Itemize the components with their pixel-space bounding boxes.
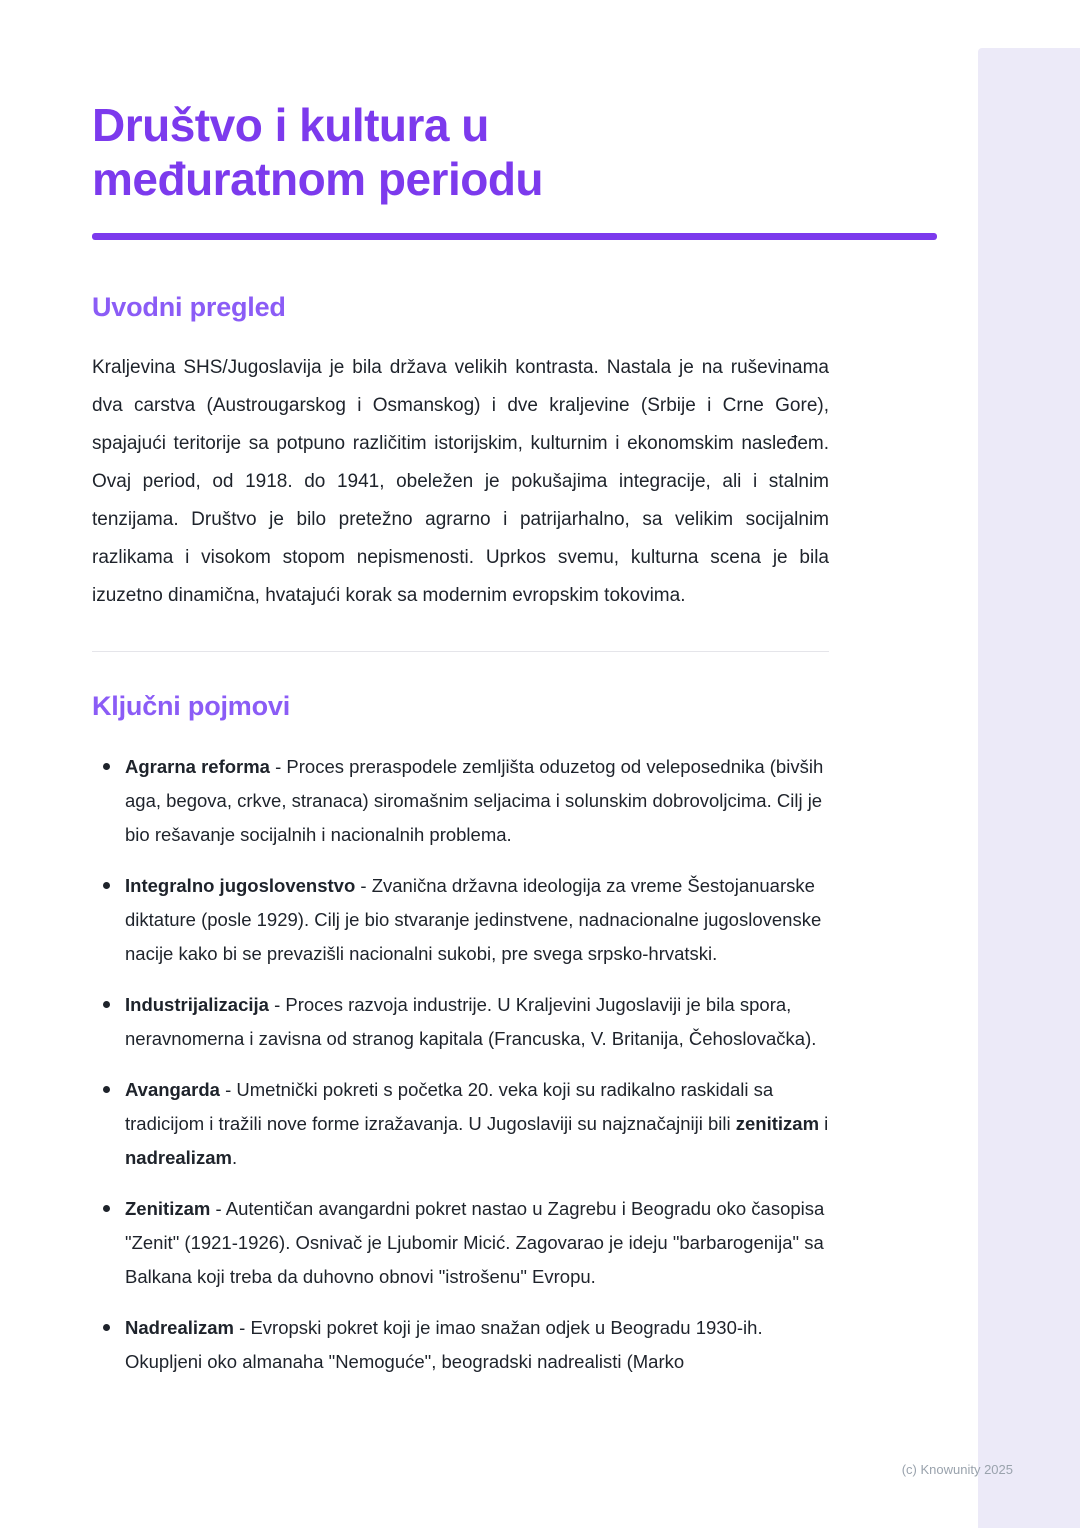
key-term-name: Industrijalizacija	[125, 993, 269, 1015]
key-term-item: Integralno jugoslovenstvo - Zvanična državna ideologija za vreme Šestojanuarske diktature (posle 1929). Cilj je bio stvaranje jedinstvene, nadnacionalne jugoslovenske nacije kako bi se prevazišli nacionalni sukobi, pre svega srpsko-hrvatski.	[92, 869, 834, 971]
key-term-name: Nadrealizam	[125, 1316, 234, 1338]
key-term-item: Industrijalizacija - Proces razvoja industrije. U Kraljevini Jugoslaviji je bila spora, neravnomerna i zavisna od stranog kapitala (Francuska, V. Britanija, Čehoslovačka).	[92, 988, 834, 1056]
key-term-description: Autentičan avangardni pokret nastao u Zagrebu i Beogradu oko časopisa "Zenit" (1921-1926). Osnivač je Ljubomir Micić. Zagovarao je ideju "barbarogenija" sa Balkana koji treba da duhovno obnovi "istrošenu" Evropu.	[125, 1197, 825, 1287]
key-term-item: Avangarda - Umetnički pokreti s početka 20. veka koji su radikalno raskidali sa tradicijom i tražili nove forme izražavanja. U Jugoslaviji su najznačajniji bili zenitizam i nadrealizam.	[92, 1073, 834, 1175]
key-terms-list	[92, 750, 834, 1379]
key-term-description: Umetnički pokreti s početka 20. veka koji su radikalno raskidali sa tradicijom i tražili nove forme izražavanja. U Jugoslaviji su najznačajniji bili	[125, 1078, 774, 1134]
key-term-name: Integralno jugoslovenstvo	[125, 874, 356, 896]
key-term-item: Zenitizam - Autentičan avangardni pokret nastao u Zagrebu i Beogradu oko časopisa "Zenit" (1921-1926). Osnivač je Ljubomir Micić. Zagovarao je ideju "barbarogenija" sa Balkana koji treba da duhovno obnovi "istrošenu" Evropu.	[92, 1192, 834, 1294]
section-heading-intro: Uvodni pregled	[92, 291, 286, 322]
key-term-description: Proces razvoja industrije. U Kraljevini Jugoslaviji je bila spora, neravnomerna i zavisna od stranog kapitala (Francuska, V. Britanija, Čehoslovačka).	[125, 993, 817, 1049]
key-term-name: Avangarda	[125, 1078, 220, 1100]
key-term-name: Zenitizam	[125, 1197, 211, 1219]
watermark: (c) Knowunity 2025	[901, 1462, 1013, 1477]
key-term-inline-bold: nadrealizam	[125, 1146, 232, 1168]
document-content	[92, 0, 937, 1396]
key-term-description: .	[231, 1146, 238, 1168]
title-divider	[92, 233, 937, 240]
side-strip	[978, 48, 1080, 1528]
key-term-item: Agrarna reforma - Proces preraspodele zemljišta oduzetog od veleposednika (bivših aga, begova, crkve, stranaca) siromašnim seljacima i solunskim dobrovoljcima. Cilj je bio rešavanje socijalnih i nacionalnih problema.	[92, 750, 834, 852]
key-term-description: Proces preraspodele zemljišta oduzetog od veleposednika (bivših aga, begova, crkve, stranaca) siromašnim seljacima i solunskim dobrovoljcima. Cilj je bio rešavanje socijalnih i nacionalnih problema.	[125, 755, 824, 845]
key-term-name: Agrarna reforma	[125, 755, 270, 777]
key-term-inline-bold: zenitizam	[735, 1112, 820, 1134]
section-heading-key-terms: Ključni pojmovi	[92, 690, 291, 721]
intro-paragraph: Kraljevina SHS/Jugoslavija je bila država velikih kontrasta. Nastala je na ruševinama dva carstva (Austrougarskog i Osmanskog) i dve kraljevine (Srbije i Crne Gore), spajajući teritorije sa potpuno različitim istorijskim, kulturnim i ekonomskim nasleđem. Ovaj period, od 1918. do 1941, obeležen je pokušajima integracije, ali i stalnim tenzijama. Društvo je bilo pretežno agrarno i patrijarhalno, sa velikim socijalnim razlikama i visokom stopom nepismenosti. Uprkos svemu, kulturna scena je bila izuzetno dinamična, hvatajući korak sa modernim evropskim tokovima.	[92, 356, 829, 606]
key-term-description: Zvanična državna ideologija za vreme Šestojanuarske diktature (posle 1929). Cilj je bio stvaranje jedinstvene, nadnacionalne jugoslovenske nacije kako bi se prevazišli nacionalni sukobi, pre svega srpsko-hrvatski.	[125, 874, 822, 964]
key-term-item: Nadrealizam - Evropski pokret koji je imao snažan odjek u Beogradu 1930-ih. Okupljeni oko almanaha "Nemoguće", beogradski nadrealisti (Marko	[92, 1311, 834, 1379]
section-divider	[92, 651, 829, 652]
key-term-description: i	[819, 1112, 829, 1134]
key-term-description: Evropski pokret koji je imao snažan odjek u Beogradu 1930-ih. Okupljeni oko almanaha "Nemoguće", beogradski nadrealisti (Marko	[125, 1316, 763, 1372]
page-title: Društvo i kultura u međuratnom periodu	[92, 99, 544, 206]
